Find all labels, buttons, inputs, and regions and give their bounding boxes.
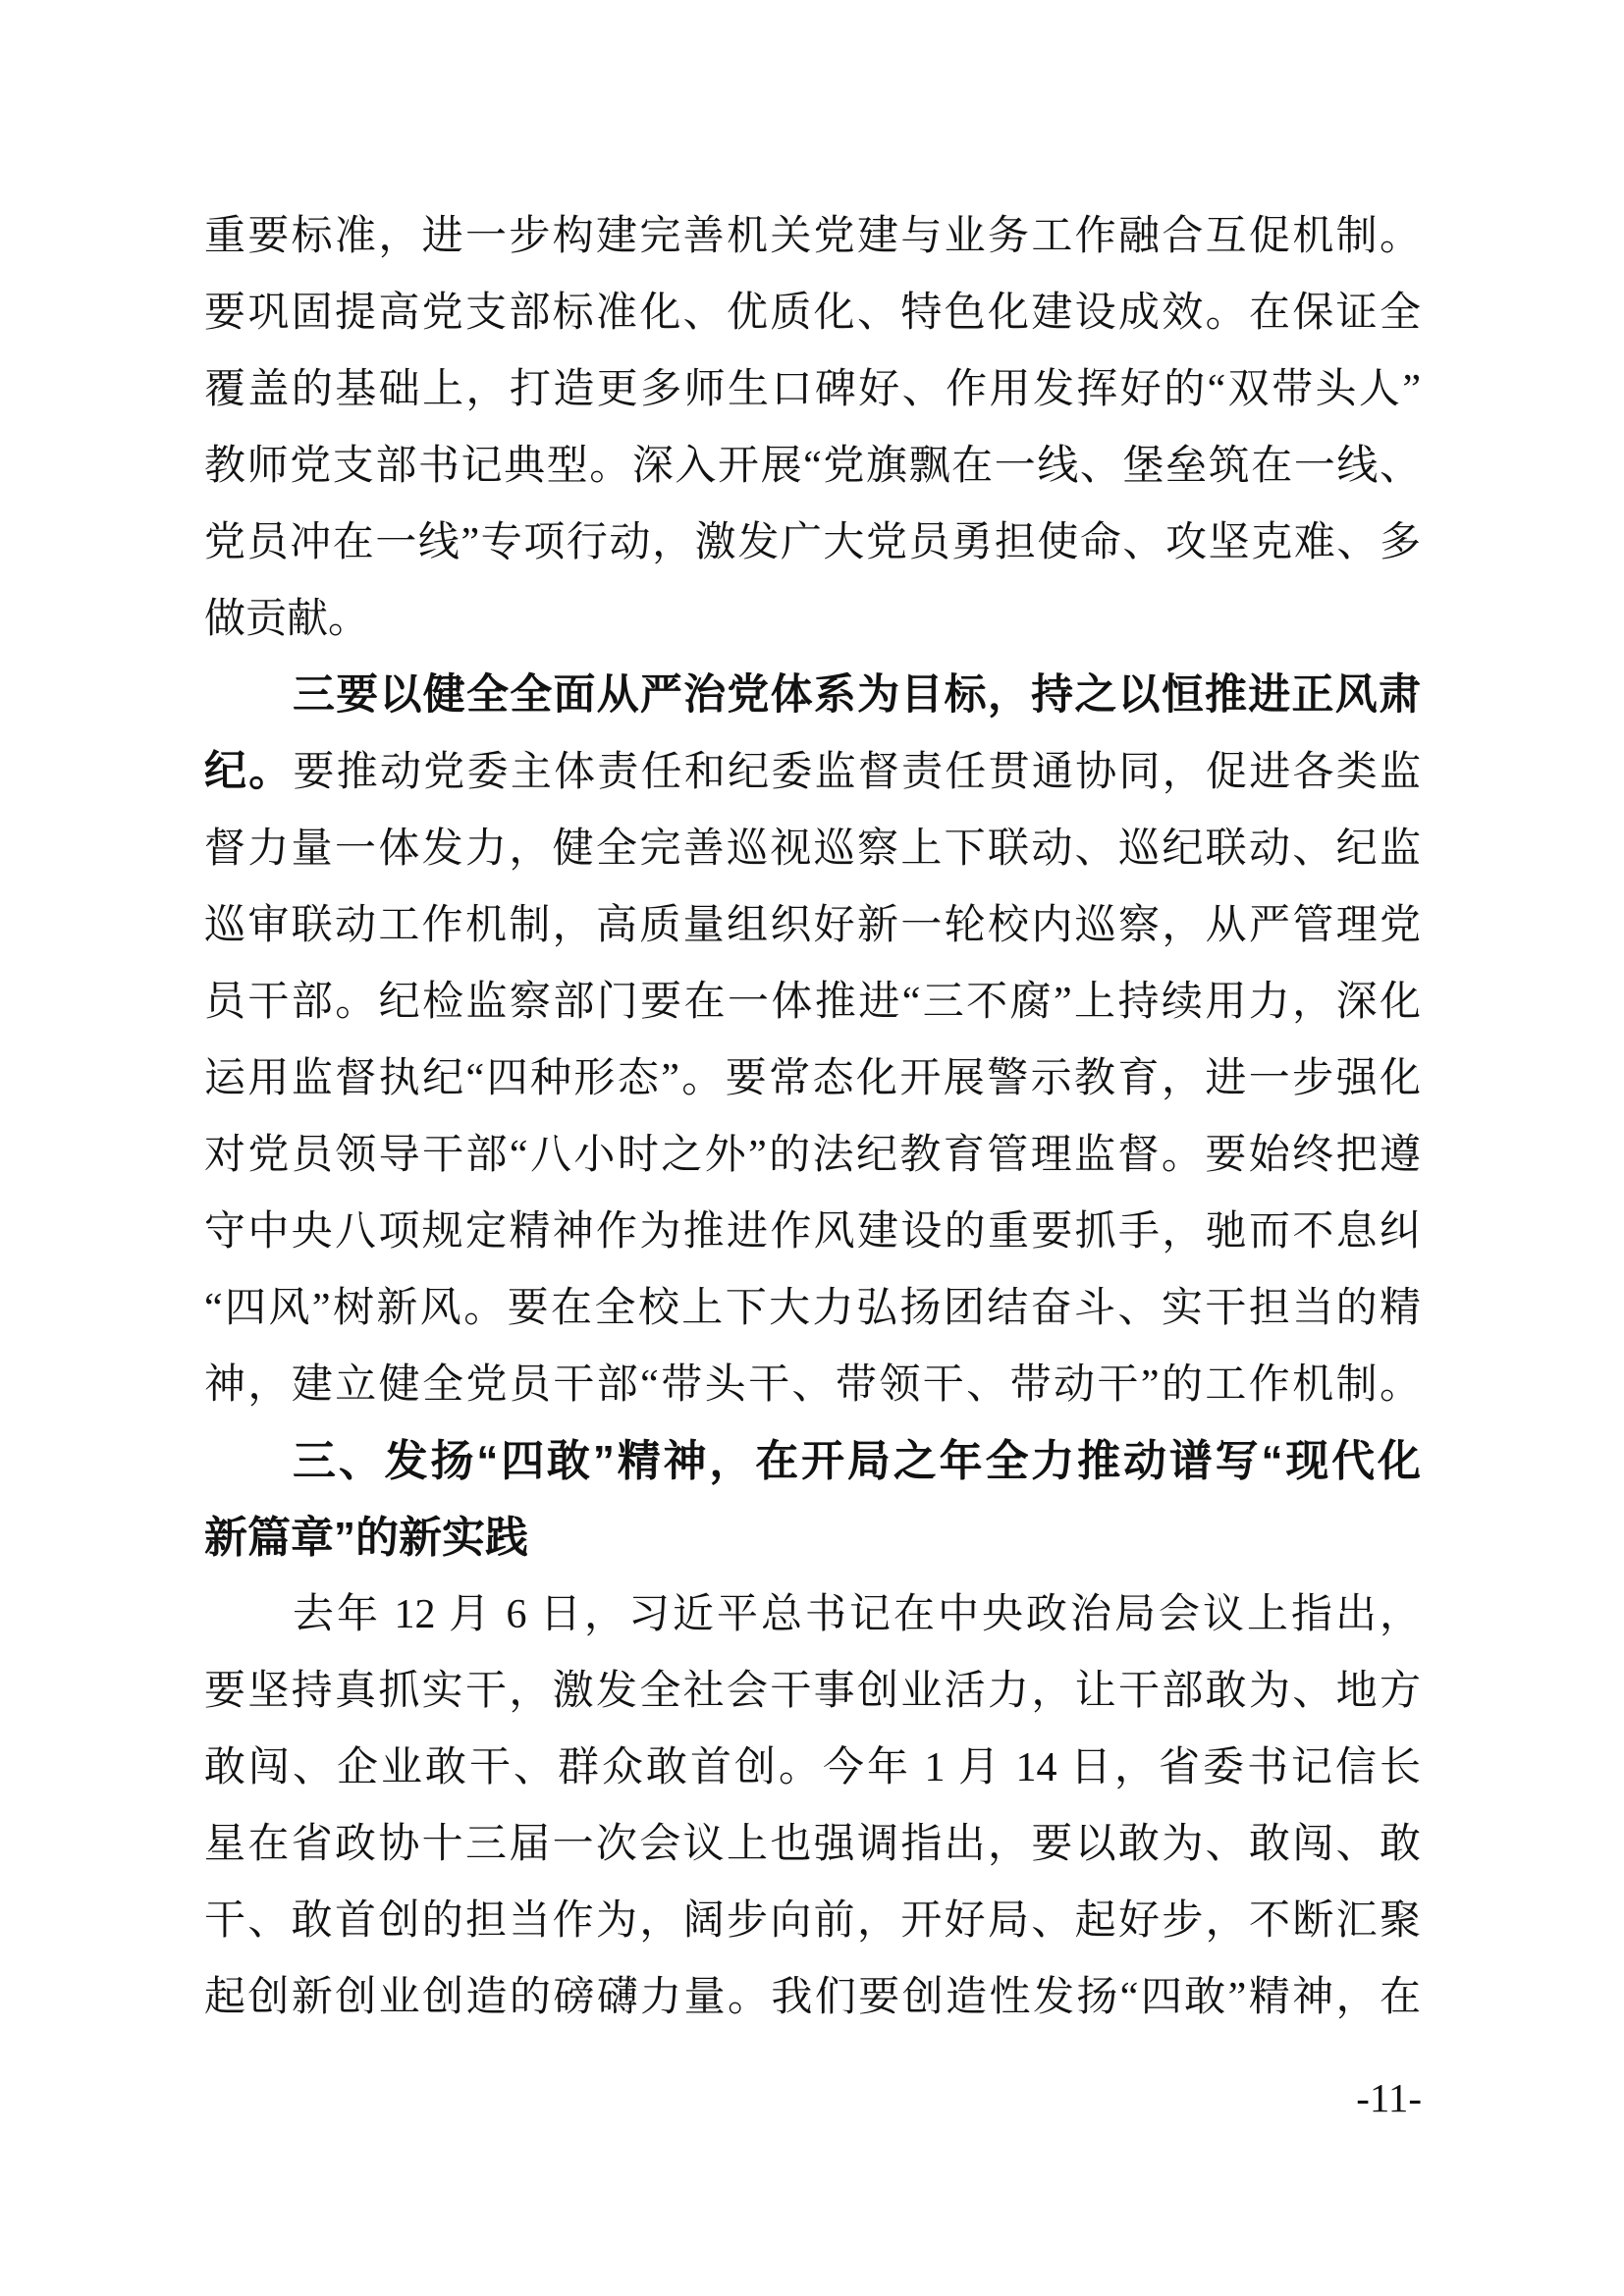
text-line: 对党员领导干部“八小时之外”的法纪教育管理监督。要始终把遵 [204,1133,1421,1178]
text-line: 守中央八项规定精神作为推进作风建设的重要抓手，驰而不息纠 [204,1209,1421,1255]
text-line: 教师党支部书记典型。深入开展“党旗飘在一线、堡垒筑在一线、 [204,444,1421,489]
text-line: 要巩固提高党支部标准化、优质化、特色化建设成效。在保证全 [204,291,1421,336]
subheading-line: 三要以健全全面从严治党体系为目标，持之以恒推进正风肃 [293,672,1421,719]
text-line: 党员冲在一线”专项行动，激发广大党员勇担使命、攻坚克难、多 [204,520,1421,565]
text-line: 重要标准，进一步构建完善机关党建与业务工作融合互促机制。 [204,214,1421,259]
page-number: -11- [1356,2075,1422,2120]
text-line: 覆盖的基础上，打造更多师生口碑好、作用发挥好的“双带头人” [204,367,1421,412]
text-line: 起创新创业创造的磅礴力量。我们要创造性发扬“四敢”精神，在 [204,1975,1421,2020]
text-line [204,734,1421,811]
line-text: 要推动党委主体责任和纪委监督责任贯通协同，促进各类监 [293,750,1421,795]
text-line: 星在省政协十三届一次会议上也强调指出，要以敢为、敢闯、敢 [204,1822,1421,1867]
text-line: 巡审联动工作机制，高质量组织好新一轮校内巡察，从严管理党 [204,903,1421,948]
text-line: 督力量一体发力，健全完善巡视巡察上下联动、巡纪联动、纪监 [204,827,1421,872]
text-line-paragraph-end: 做贡献。 [204,597,370,642]
section-heading-line: 新篇章”的新实践 [204,1514,528,1562]
text-line: “四风”树新风。要在全校上下大力弘扬团结奋斗、实干担当的精 [204,1286,1421,1331]
text-line: 运用监督执纪“四种形态”。要常态化开展警示教育，进一步强化 [204,1056,1421,1101]
subheading-lead: 纪。 [204,749,294,795]
text-line: 要坚持真抓实干，激发全社会干事创业活力，让干部敢为、地方 [204,1669,1421,1714]
text-line: 敢闯、企业敢干、群众敢首创。今年 1 月 14 日，省委书记信长 [204,1745,1421,1790]
text-line: 干、敢首创的担当作为，阔步向前，开好局、起好步，不断汇聚 [204,1898,1421,1944]
text-line: 员干部。纪检监察部门要在一体推进“三不腐”上持续用力，深化 [204,980,1421,1025]
text-column [204,198,1421,2036]
text-line: 神，建立健全党员干部“带头干、带领干、带动干”的工作机制。 [204,1362,1421,1408]
section-heading-line: 三、发扬“四敢”精神，在开局之年全力推动谱写“现代化 [293,1437,1421,1485]
text-line: 去年 12 月 6 日，习近平总书记在中央政治局会议上指出， [293,1592,1421,1637]
